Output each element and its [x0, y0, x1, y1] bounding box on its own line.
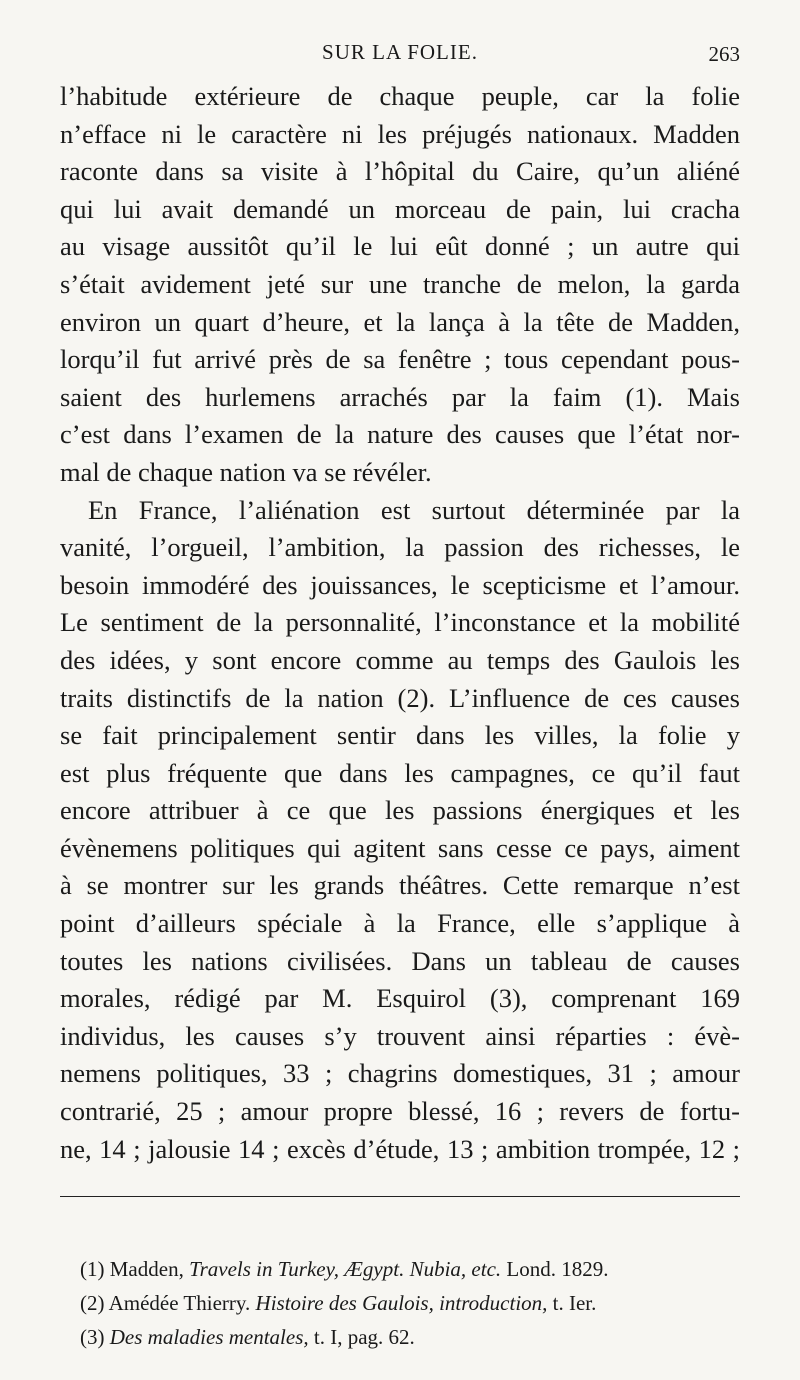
footnote-mark: (3): [80, 1325, 105, 1349]
text-line: nemens politiques, 33 ; chagrins domestiques, 31 ; amour: [60, 1058, 740, 1089]
text-line: encore attribuer à ce que les passions énergiques et les: [60, 795, 740, 826]
footnote-rest: t. Ier.: [552, 1291, 597, 1315]
footnote-author: Madden,: [109, 1257, 184, 1281]
text-line: traits distinctifs de la nation (2). L’influence de ces causes: [60, 682, 740, 713]
text-line: environ un quart d’heure, et la lança à la tête de Madden,: [60, 306, 740, 337]
footnote-divider: [60, 1196, 740, 1197]
text-line: se fait principalement sentir dans les villes, la folie y: [60, 720, 740, 751]
text-line: à se montrer sur les grands théâtres. Cette remarque n’est: [60, 870, 740, 901]
footnote-mark: (1): [80, 1257, 105, 1281]
text-line: morales, rédigé par M. Esquirol (3), comprenant 169: [60, 983, 740, 1014]
text-line: ne, 14 ; jalousie 14 ; excès d’étude, 13 ; ambition trompée, 12 ;: [60, 1133, 740, 1164]
text-line: toutes les nations civilisées. Dans un tableau de causes: [60, 945, 740, 976]
running-title: SUR LA FOLIE.: [322, 40, 478, 64]
page-number: 263: [708, 42, 740, 66]
footnote-rest: t. I, pag. 62.: [313, 1325, 415, 1349]
text-line: l’habitude extérieure de chaque peuple, car la folie: [60, 81, 740, 111]
text-line: au visage aussitôt qu’il le lui eût donné ; un autre qui: [60, 231, 740, 262]
text-line: besoin immodéré des jouissances, le scepticisme et l’amour.: [60, 569, 740, 600]
footnote-title: Travels in Turkey, Ægypt. Nubia, etc.: [189, 1257, 502, 1281]
text-line: point d’ailleurs spéciale à la France, elle s’applique à: [60, 908, 740, 939]
text-line: individus, les causes s’y trouvent ainsi réparties : évè-: [60, 1020, 740, 1051]
text-line: raconte dans sa visite à l’hôpital du Caire, qu’un aliéné: [60, 156, 740, 187]
footnote-rest: Lond. 1829.: [506, 1257, 609, 1281]
text-line: évènemens politiques qui agitent sans cesse ce pays, aiment: [60, 832, 740, 863]
text-line: mal de chaque nation va se révéler.: [60, 456, 432, 487]
text-line: lorqu’il fut arrivé près de sa fenêtre ; tous cependant pous-: [60, 344, 740, 375]
footnotes: [80, 1252, 740, 1354]
text-line: c’est dans l’examen de la nature des causes que l’état nor-: [60, 419, 740, 450]
text-line: n’efface ni le caractère ni les préjugés nationaux. Madden: [60, 118, 740, 149]
text-line: est plus fréquente que dans les campagnes, ce qu’il faut: [60, 757, 740, 788]
body-text: [60, 78, 740, 1168]
text-line: saient des hurlemens arrachés par la faim (1). Mais: [60, 381, 740, 412]
footnote-1: [80, 1252, 740, 1286]
footnote-2: [80, 1286, 740, 1320]
text-line: qui lui avait demandé un morceau de pain, lui cracha: [60, 193, 740, 224]
footnote-title: Histoire des Gaulois, introduction,: [255, 1291, 548, 1315]
footnote-author: Amédée Thierry.: [108, 1291, 251, 1315]
text-line: s’était avidement jeté sur une tranche de melon, la garda: [60, 268, 740, 299]
text-line: Le sentiment de la personnalité, l’inconstance et la mobilité: [60, 607, 740, 638]
text-line: contrarié, 25 ; amour propre blessé, 16 ; revers de fortu-: [60, 1096, 740, 1127]
text-line: vanité, l’orgueil, l’ambition, la passion des richesses, le: [60, 532, 740, 563]
text-line: des idées, y sont encore comme au temps des Gaulois les: [60, 644, 740, 675]
text-line: En France, l’aliénation est surtout déterminée par la: [88, 494, 740, 525]
running-head: [60, 40, 740, 70]
footnote-title: Des maladies mentales,: [109, 1325, 309, 1349]
footnote-mark: (2): [80, 1291, 105, 1315]
footnote-3: [80, 1320, 740, 1354]
